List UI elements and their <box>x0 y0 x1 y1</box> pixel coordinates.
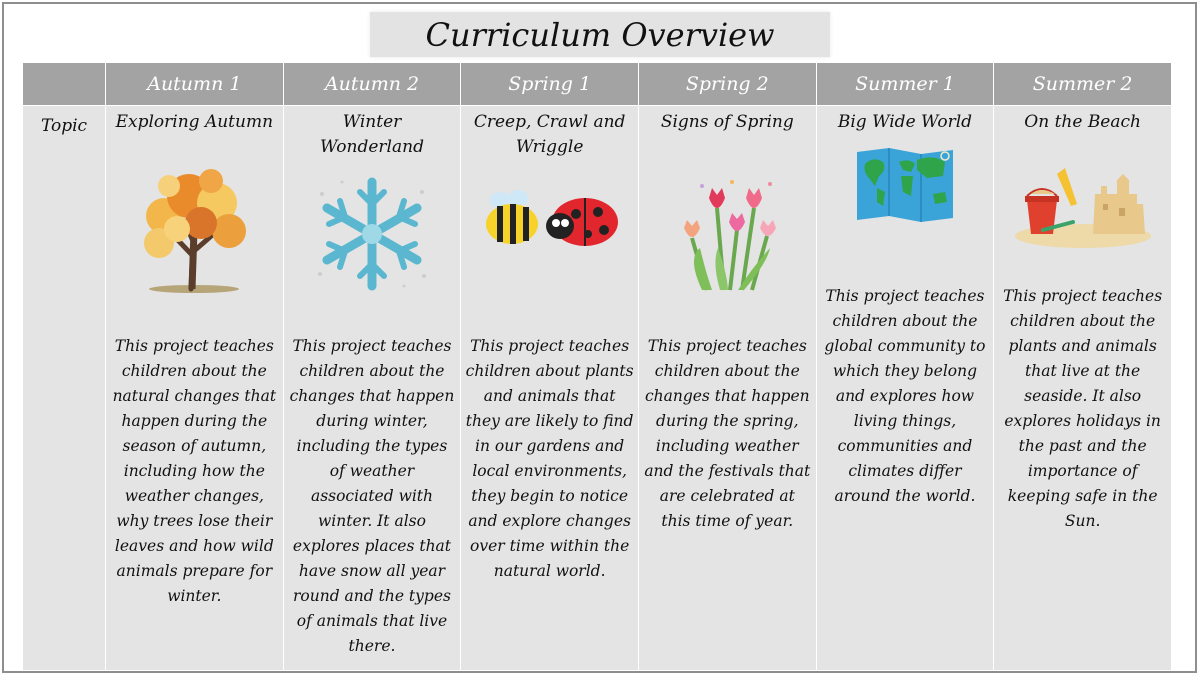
row-label: Topic <box>40 116 88 136</box>
term-header: Spring 1 <box>461 63 639 106</box>
snowflake-icon <box>284 174 461 294</box>
topic-cell <box>106 106 284 671</box>
topic-cell <box>283 106 461 671</box>
topic-cell <box>816 106 994 671</box>
corner-cell <box>23 63 106 106</box>
page-title: Curriculum Overview <box>370 12 830 57</box>
topic-title: Signs of Spring <box>660 112 794 132</box>
term-header: Autumn 1 <box>106 63 284 106</box>
topic-description: This project teaches children about the changes that happen during winter, including the types of weather associated with winter. It also explores places that have snow all year round and the types of animals that live there. <box>289 337 455 655</box>
autumn-tree-icon <box>106 161 283 296</box>
world-map-icon <box>817 146 994 224</box>
topic-description: This project teaches children about the natural changes that happen during the season of autumn, including how the weather changes, why trees lose their leaves and how wild animals prepare for winter. <box>112 337 277 605</box>
topic-cell <box>461 106 639 671</box>
term-header: Summer 1 <box>816 63 994 106</box>
header-row <box>23 63 1172 106</box>
topic-description: This project teaches children about plants and animals that they are likely to find in our gardens and local environments, they begin to notice and explore changes over time within the natural world. <box>465 337 634 580</box>
topic-cell <box>638 106 816 671</box>
topic-row <box>23 106 1172 671</box>
topic-cell <box>994 106 1172 671</box>
tulips-icon <box>639 178 816 293</box>
topic-description: This project teaches children about the plants and animals that live at the seaside. It also explores holidays in the past and the importance of keeping safe in the Sun. <box>1003 287 1163 530</box>
topic-title: Creep, Crawl and Wriggle <box>473 112 626 157</box>
row-label-cell <box>23 106 106 671</box>
term-header: Spring 2 <box>638 63 816 106</box>
topic-title: On the Beach <box>1024 112 1141 132</box>
term-header: Summer 2 <box>994 63 1172 106</box>
bee-ladybird-icon <box>461 186 638 251</box>
topic-title: Big Wide World <box>837 112 973 132</box>
topic-description: This project teaches children about the changes that happen during the spring, including weather and the festivals that are celebrated at this time of year. <box>644 337 811 530</box>
term-header: Autumn 2 <box>283 63 461 106</box>
curriculum-table <box>22 62 1172 671</box>
topic-title: Exploring Autumn <box>115 112 274 132</box>
sandcastle-icon <box>994 164 1171 249</box>
topic-description: This project teaches children about the global community to which they belong and explores how living things, communities and climates differ around the world. <box>824 287 986 505</box>
topic-title: Winter Wonderland <box>319 112 424 157</box>
